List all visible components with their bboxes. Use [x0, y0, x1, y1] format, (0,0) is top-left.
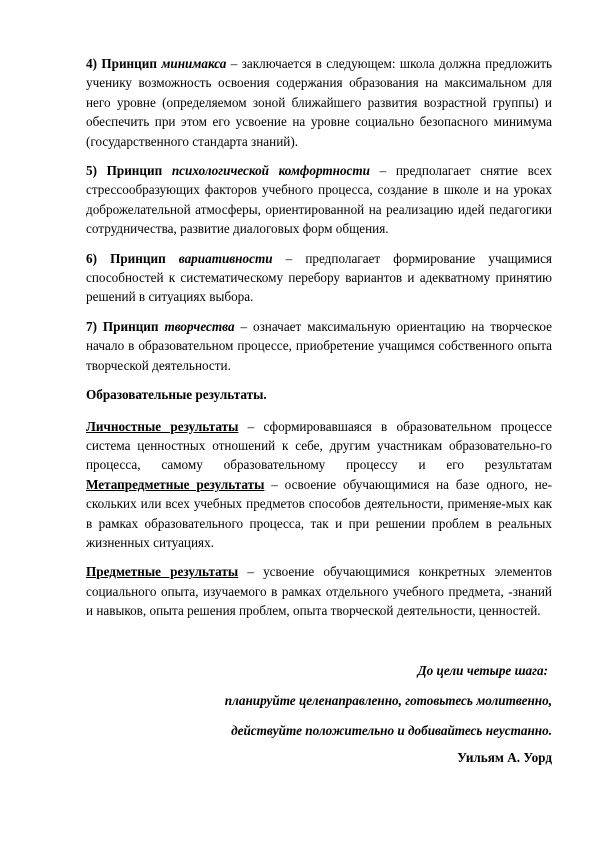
meta-results-text: – освоение обучающимися на базе одного, не-скольких или всех учебных предметов способов деятельности, применяе-мых как в рамках образовательного процесса, так и при решении проблем в реальных жизненных ситуациях. — [86, 476, 553, 550]
quote-line-1: До цели четыре шага: — [417, 662, 548, 678]
principle-variability-paragraph — [86, 249, 552, 307]
principle-minimax-label: 4) Принцип — [86, 56, 157, 71]
principle-creativity-paragraph — [86, 317, 552, 375]
personal-results-text: – сформировавшаяся в образовательном процессе система ценностных отношений к себе, другим участникам образовательно-го процесса, самому образовательному процессу и его результатам — [86, 418, 552, 473]
epigraph-quote — [86, 661, 552, 767]
personal-results-label: Личностные результаты — [86, 418, 239, 434]
principle-creativity-term: творчества — [164, 318, 235, 334]
principle-variability-term: вариативности — [178, 250, 273, 266]
quote-author: Уильям А. Уорд — [457, 749, 552, 765]
principle-minimax-paragraph — [86, 54, 552, 151]
meta-results-label: Метапредметные результаты — [86, 476, 265, 492]
principle-creativity-label: 7) Принцип — [86, 318, 159, 334]
principle-variability-label: 6) Принцип — [86, 250, 166, 266]
principle-comfort-term: психологической комфортности — [171, 163, 371, 179]
results-heading: Образовательные результаты. — [86, 387, 267, 403]
principle-comfort-text: – предполагает снятие всех стрессообразующих факторов учебного процесса, создание в школе и на уроках доброжелательной атмосферы, ориентированной на реализацию идей педагогики сотрудничества, развитие диалоговых форм общения. — [86, 163, 553, 237]
principle-comfort-paragraph — [86, 161, 552, 239]
subject-results-label: Предметные результаты — [86, 564, 239, 580]
principle-variability-text: – предполагает формирование учащимися способностей к систематическому перебору вариантов и адекватному принятию решений в ситуациях выбора. — [86, 250, 552, 305]
principle-creativity-text: – означает максимальную ориентацию на творческое начало в образовательном процессе, приобретение учащимся собственного опыта творческой деятельности. — [86, 318, 552, 373]
personal-meta-results-paragraph — [86, 417, 552, 553]
quote-line-3: действуйте положительно и добивайтесь неустанно. — [231, 722, 552, 738]
quote-line-2: планируйте целенаправленно, готовьтесь молитвенно, — [224, 692, 552, 708]
principle-minimax-term: минимакса — [161, 56, 227, 71]
subject-results-text: – усвоение обучающимися конкретных элементов социального опыта, изучаемого в рамках отдельного учебного предмета, -знаний и навыков, опыта решения проблем, опыта творческой деятельности, ценностей. — [86, 564, 552, 619]
principle-comfort-label: 5) Принцип — [86, 163, 163, 179]
principle-minimax-text: – заключается в следующем: школа должна предложить ученику возможность освоения содержания образования на максимальном для него уровне (определяемом зоной ближайшего развития возрастной группы) и обеспечить при этом его усвоение на уровне социально безопасного минимума (государственного стандарта знаний). — [86, 56, 553, 149]
subject-results-paragraph — [86, 562, 552, 620]
